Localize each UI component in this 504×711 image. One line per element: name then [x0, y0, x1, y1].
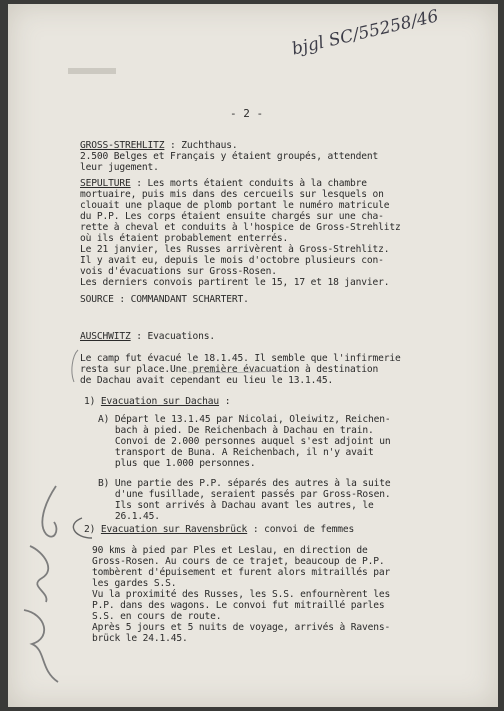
pencil-marks [8, 4, 498, 707]
sepulture-heading: SEPULTURE [80, 178, 131, 189]
sepulture-line: où ils étaient probablement enterrés. [80, 233, 289, 244]
sepulture-line: mortuaire, puis mis dans des cercueils sur lesquels on [80, 189, 384, 200]
section1-title: Evacuation sur Dachau [100, 396, 220, 407]
section2-body-line: S.S. en cours de route. [92, 611, 222, 622]
sepulture-line: Le 21 janvier, les Russes arrivèrent à Gross-Strehlitz. [80, 244, 390, 255]
bracket-mark [72, 350, 78, 382]
sepulture-line: rette à cheval et conduits à l'hospice de Gross-Strehlitz [80, 222, 401, 233]
source-line: SOURCE : COMMANDANT SCHARTERT. [80, 294, 249, 305]
gross-strehlitz-line3: leur jugement. [80, 162, 159, 173]
gross-strehlitz-line2: 2.500 Belges et Français y étaient groupés, attendent [80, 151, 379, 162]
page-number: - 2 - [230, 107, 264, 120]
sepulture-line: du P.P. Les corps étaient ensuite chargés sur une cha- [80, 211, 384, 222]
sepulture-line: clouait une plaque de plomb portant le numéro matricule [80, 200, 390, 211]
item-a-line: A) Départ le 13.1.45 par Nicolai, Oleiwitz, Reichen- [98, 414, 391, 425]
item-b-line: d'une fusillade, seraient passés par Gross-Rosen. [98, 489, 391, 500]
auschwitz-line: AUSCHWITZ : Evacuations. [80, 331, 216, 342]
section2-body-line: brück le 24.1.45. [92, 633, 188, 644]
sepulture-line: SEPULTURE : Les morts étaient conduits à la chambre [80, 178, 367, 189]
gross-strehlitz-line1: GROSS-STREHLITZ : Zuchthaus. [80, 140, 238, 151]
sepulture-line: Il y avait eu, depuis le mois d'octobre plusieurs con- [80, 255, 384, 266]
section2-body-line: Vu la proximité des Russes, les S.S. enfournèrent les [92, 589, 391, 600]
section2-body-line: 90 kms à pied par Ples et Leslau, en direction de [92, 545, 368, 556]
section2-body-line: Après 5 jours et 5 nuits de voyage, arrivés à Ravens- [92, 622, 391, 633]
auschwitz-intro-line: Le camp fut évacué le 18.1.45. Il semble que l'infirmerie [80, 353, 401, 364]
document-page [8, 4, 498, 707]
section2-title: Evacuation sur Ravensbrück [100, 524, 248, 535]
auschwitz-intro-line: resta sur place.Une première évacuation à destination [80, 364, 379, 375]
item-b-line: Ils sont arrivés à Dachau avant les autres, le [98, 500, 374, 511]
section1-line: 1) Evacuation sur Dachau : [84, 396, 231, 407]
underline-mark [188, 370, 286, 373]
sepulture-line: Les derniers convois partirent le 15, 17 et 18 janvier. [80, 277, 390, 288]
section2-line: 2) Evacuation sur Ravensbrück : convoi de femmes [84, 524, 355, 535]
item-a-line: plus que 1.000 personnes. [98, 458, 256, 469]
item-b-line: 26.1.45. [98, 511, 160, 522]
section2-body-line: P.P. dans des wagons. Le convoi fut mitraillé parles [92, 600, 385, 611]
margin-signature [16, 474, 78, 694]
auschwitz-intro-line: de Dachau avait cependant eu lieu le 13.1.45. [80, 375, 334, 386]
item-a-line: bach à pied. De Reichenbach à Dachau en train. [98, 425, 374, 436]
item-a-line: Convoi de 2.000 personnes auquel s'est adjoint un [98, 436, 391, 447]
item-a-line: transport de Buna. A Reichenbach, il n'y avait [98, 447, 374, 458]
auschwitz-heading: AUSCHWITZ [80, 331, 131, 342]
sepulture-line: vois d'évacuations sur Gross-Rosen. [80, 266, 277, 277]
item-b-line: B) Une partie des P.P. séparés des autres à la suite [98, 478, 391, 489]
handwritten-reference: bjgl SC/55258/46 [290, 6, 441, 60]
section2-body-line: Gross-Rosen. Au cours de ce trajet, beaucoup de P.P. [92, 556, 385, 567]
gross-strehlitz-heading: GROSS-STREHLITZ [80, 140, 165, 151]
section2-body-line: tombèrent d'épuisement et furent alors mitraillés par [92, 567, 391, 578]
section2-body-line: les gardes S.S. [92, 578, 177, 589]
